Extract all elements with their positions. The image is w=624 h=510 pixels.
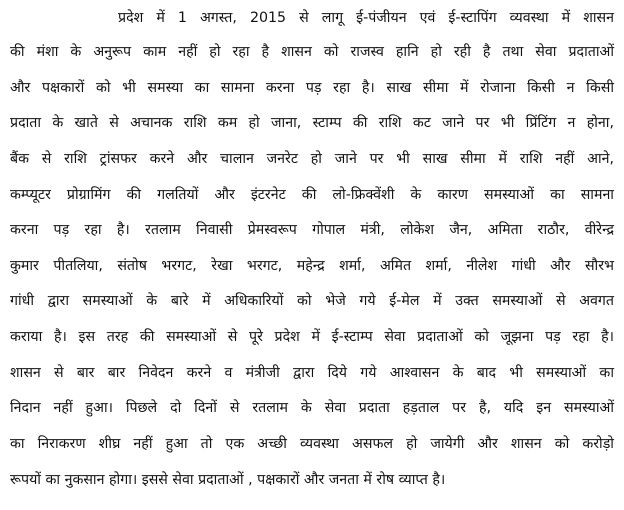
paragraph-line: प्रदेश में 1 अगस्त, 2015 से लागू ई-पंजीयन एवं ई-स्टापिंग व्यवस्था में शासन	[118, 10, 614, 26]
paragraph-line: की मंशा के अनुरूप काम नहीं हो रहा है शासन को राजस्व हानि हो रही है तथा सेवा प्रदाताओं	[10, 44, 614, 60]
paragraph-line: शासन से बार बार निवेदन करने व मंत्रीजी द्वारा दिये गये आश्वासन के बाद भी समस्याओं का	[10, 365, 614, 381]
paragraph-line: कम्प्यूटर प्रोग्रामिंग की गलतियों और इंटरनेट की लो-फ्रिक्वेंशी के कारण समस्याओं का सामना	[10, 187, 614, 203]
paragraph-line: कराया है। इस तरह की समस्याओं से पूरे प्रदेश में ई-स्टाम्प सेवा प्रदाताओं को जूझना पड़ रहा है।	[10, 329, 614, 345]
paragraph-line: का निराकरण शीघ्र नहीं हुआ तो एक अच्छी व्यवस्था असफल हो जायेगी और शासन को करोड़ो	[10, 436, 614, 452]
paragraph-line: बैंक से राशि ट्रांसफर करने और चालान जनरेट हो जाने पर भी साख सीमा में राशि नहीं आने,	[10, 151, 614, 167]
paragraph-line: करना पड़ रहा है। रतलाम निवासी प्रेमस्वरूप गोपाल मंत्री, लोकेश जैन, अमिता राठौर, वीरेन्द्र	[10, 222, 614, 238]
paragraph-line: प्रदाता के खाते से अचानक राशि कम हो जाना, स्टाम्प की राशि कट जाने पर भी प्रिंटिंग न होना,	[10, 115, 614, 131]
paragraph-line: निदान नहीं हुआ। पिछले दो दिनों से रतलाम के सेवा प्रदाता हड़ताल पर है, यदि इन समस्याओं	[10, 400, 614, 416]
paragraph-line: और पक्षकारों को भी समस्या का सामना करना पड़ रहा है। साख सीमा में रोजाना किसी न किसी	[10, 80, 614, 96]
paragraph-line: कुमार पीतलिया, संतोष भरगट, रेखा भरगट, महेन्द्र शर्मा, अमित शर्मा, नीलेश गांधी और सौरभ	[10, 258, 614, 274]
paragraph-line: रूपयों का नुकसान होगा। इससे सेवा प्रदाताओं , पक्षकारों और जनता में रोष व्याप्त है।	[10, 472, 446, 488]
paragraph-line: गांधी द्वारा समस्याओं के बारे में अधिकारियों को भेजे गये ई-मेल में उक्त समस्याओं से अवगत	[10, 293, 614, 309]
